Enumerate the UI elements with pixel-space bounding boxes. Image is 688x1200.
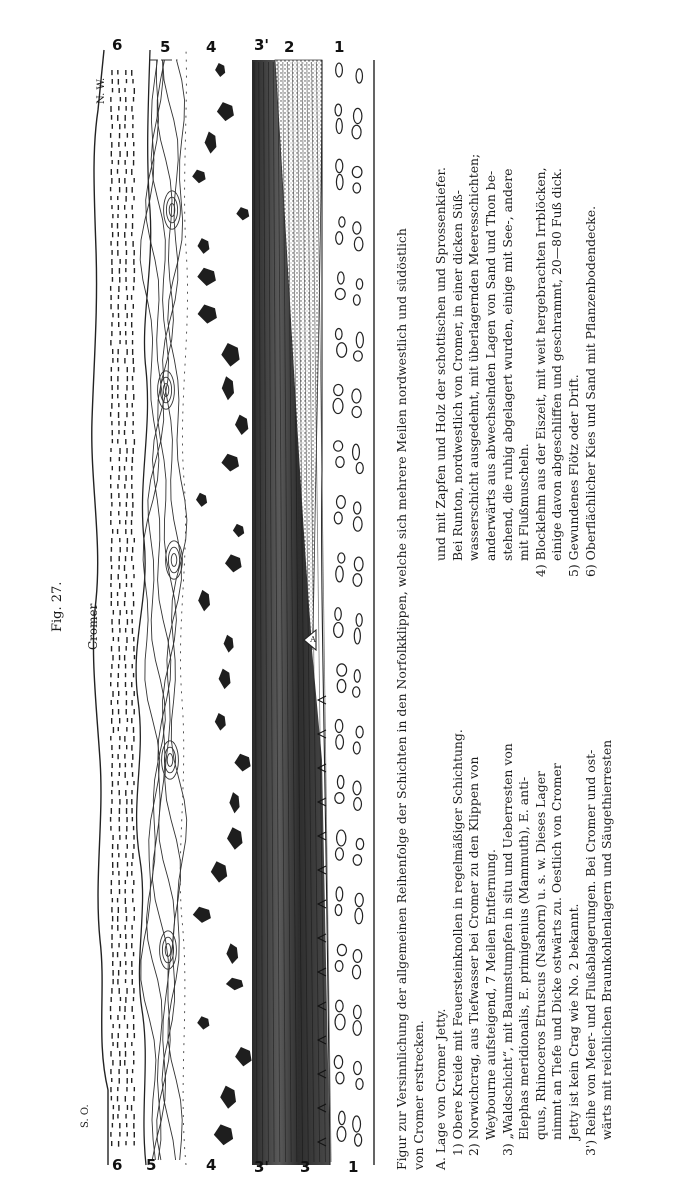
top-layer-number-3prime: 3' (254, 36, 270, 54)
flint-nodule (337, 776, 343, 789)
bottom-layer-number-5: 5 (146, 1156, 157, 1174)
flint-nodule (334, 623, 343, 638)
top-layer-number-4: 4 (206, 38, 217, 56)
flint-nodule (352, 125, 361, 139)
flint-nodule (353, 183, 361, 193)
top-layer-number-6: 6 (112, 36, 123, 54)
flint-nodule (335, 905, 342, 916)
direction-nw-label: N. W. (96, 77, 107, 104)
flint-nodule (356, 1079, 363, 1090)
boulder (211, 861, 227, 882)
boulder (235, 415, 248, 435)
flint-nodule (337, 664, 347, 676)
bottom-layer-number-6: 6 (112, 1156, 123, 1174)
caption-line: 3) „Waldschicht“, mit Baumstumpfen in situ und Ueberresten von (499, 743, 515, 1156)
flint-nodule (356, 726, 363, 738)
flint-nodule (334, 512, 342, 524)
boulder (198, 238, 210, 254)
figure-title: Fig. 27. (50, 581, 65, 632)
caption-line: Elephas meridionalis, E. primigenius (Mammuth), E. anti- (516, 776, 532, 1140)
layer-6-gravel (111, 70, 135, 1147)
caption-line: 2) Norwichcrag, aus Tiefwasser bei Cromer zu den Klippen von (466, 756, 482, 1156)
drift-swirl (168, 547, 179, 573)
flint-nodule (354, 502, 361, 514)
caption-line: 5) Gewundenes Flötz oder Drift. (565, 374, 581, 577)
caption-line: A. Lage von Cromer Jetty. (433, 1008, 449, 1170)
boulder (215, 713, 226, 731)
flint-nodule (336, 1072, 344, 1084)
bottom-layer-number-4: 4 (206, 1156, 217, 1174)
flint-nodule (353, 517, 362, 531)
cromer-label: Cromer (86, 603, 100, 650)
flint-nodule (335, 848, 343, 860)
flint-nodule (356, 69, 362, 83)
flint-nodule (353, 295, 360, 305)
flint-nodule (337, 1127, 346, 1142)
flint-nodule (339, 1111, 345, 1125)
caption-line: Weybourne aufsteigend, 7 Meilen Entfernung. (482, 849, 498, 1140)
flint-nodule (354, 237, 363, 251)
caption-line: einige davon abgeschliffen und geschrammt, 20—80 Fuß dick. (549, 168, 565, 561)
flint-nodule (354, 1061, 362, 1074)
flint-nodule (335, 719, 342, 732)
caption-line: 6) Oberflächlicher Kies und Sand mit Pflanzenbodendecke. (582, 205, 598, 577)
drift-swirl (171, 554, 177, 567)
caption-line: Bei Runton, nordwestlich von Cromer, in einer dicken Süß- (449, 190, 465, 561)
caption-line: quus, Rhinoceros Etruscus (Nashorn) u. s. w. Dieses Lager (532, 771, 548, 1140)
flint-nodule (354, 628, 360, 644)
top-layer-number-2: 2 (284, 38, 295, 56)
flint-nodule (336, 735, 344, 749)
flint-nodule (353, 742, 360, 754)
drift-swirl (165, 944, 171, 957)
flint-nodule (353, 574, 362, 587)
caption-line: Jetty ist kein Crag wie No. 2 bekannt. (565, 903, 581, 1140)
boulder (215, 63, 225, 77)
flint-nodule (333, 398, 343, 413)
boulder (234, 754, 250, 772)
caption-line: 1) Obere Kreide mit Feuersteinknollen in regelmäßiger Schichtung. (449, 729, 465, 1156)
caption-line: 3') Reihe von Meer- und Flußablagerungen. Bei Cromer und ost- (582, 749, 598, 1156)
boulder (214, 1124, 233, 1145)
drift-swirl (167, 754, 173, 767)
caption-intro-line: von Cromer erstrecken. (410, 1020, 426, 1170)
flint-nodule (336, 174, 343, 189)
caption-intro (394, 40, 427, 1170)
drift-contour (146, 60, 166, 1160)
boulder (226, 978, 243, 991)
flint-nodule (336, 887, 343, 901)
layer-4-top-boundary (180, 50, 187, 1165)
marker-A-label: A (310, 635, 316, 644)
top-layer-number-1: 1 (334, 38, 345, 56)
boulder (198, 305, 217, 324)
flint-nodule (353, 687, 360, 697)
flint-nodule (355, 1134, 362, 1146)
boulder (235, 1047, 252, 1066)
boulder (217, 102, 234, 121)
flint-nodule (352, 406, 361, 417)
caption-right-column (433, 40, 616, 591)
boulder (205, 132, 217, 154)
flint-nodule (354, 798, 362, 811)
flint-nodule (354, 557, 363, 571)
layer-5-top-boundary (136, 50, 151, 1165)
drift-contour (140, 60, 160, 1160)
flint-nodule (353, 108, 361, 123)
flint-nodule (356, 332, 363, 348)
flint-nodule (354, 1005, 362, 1018)
layer-5-contorted-drift (140, 60, 187, 1160)
flint-nodule (356, 614, 362, 627)
figure-caption (394, 40, 654, 1170)
flint-nodule (352, 166, 362, 177)
flint-nodule (335, 961, 343, 972)
bottom-layer-number-1: 1 (348, 1158, 359, 1176)
flint-nodule (337, 830, 346, 846)
caption-line: und mit Zapfen und Holz der schottischen und Sprossenkiefer. (433, 167, 449, 561)
flint-nodule (354, 670, 360, 683)
layer-1-chalk-flints (333, 63, 364, 1146)
flint-nodule (335, 1014, 345, 1030)
boulder (236, 207, 249, 220)
boulder (220, 1086, 236, 1109)
top-layer-number-5: 5 (160, 38, 171, 56)
flint-nodule (352, 965, 360, 978)
flint-nodule (338, 272, 344, 284)
flint-nodule (353, 444, 360, 459)
flint-nodule (335, 608, 341, 621)
flint-nodule (353, 222, 361, 234)
flint-nodule (356, 279, 362, 289)
flint-nodule (352, 389, 361, 403)
flint-nodule (339, 217, 345, 227)
boulder (229, 792, 239, 813)
caption-intro-line: Figur zur Versinnlichung der allgemeinen Reihenfolge der Schichten in den Norfolkklippen, welche sich mehrere Meilen nordwestlich und südöstlich (394, 228, 409, 1170)
flint-nodule (338, 553, 345, 563)
caption-left-column (433, 619, 616, 1170)
flint-nodule (336, 119, 342, 134)
flint-nodule (335, 289, 345, 300)
flint-nodule (335, 328, 342, 339)
flint-nodule (356, 839, 363, 850)
flint-nodule (353, 950, 362, 963)
flint-nodule (355, 893, 363, 906)
flint-nodule (336, 457, 344, 468)
flint-nodule (355, 908, 363, 923)
caption-line: wasserschicht ausgedehnt, mit überlagernden Meeresschichten; (466, 153, 482, 561)
bottom-layer-number-3prime: 3' (254, 1158, 270, 1176)
flint-nodule (334, 441, 343, 451)
flint-nodule (353, 1021, 361, 1036)
boulder (197, 268, 216, 286)
caption-line: 4) Blocklehm aus der Eiszeit, mit weit hergebrachten Irrblöcken, (532, 167, 548, 577)
flint-nodule (337, 496, 346, 509)
boulder (221, 343, 239, 367)
caption-line: anderwärts aus abwechselnden Lagen von Sand und Thon be- (482, 170, 498, 561)
boulder (219, 669, 231, 690)
boulder (226, 943, 238, 964)
boulder (225, 554, 242, 572)
flint-nodule (334, 384, 343, 395)
boulder (192, 170, 205, 184)
flint-nodule (336, 63, 343, 77)
flint-nodule (353, 781, 361, 795)
flint-nodule (337, 679, 346, 692)
flint-nodule (353, 1116, 361, 1132)
boulder (227, 827, 243, 850)
flint-nodule (337, 343, 347, 357)
flint-nodule (356, 462, 363, 473)
caption-line: nimmt an Tiefe und Dicke ostwärts zu. Oestlich von Cromer (549, 763, 565, 1140)
layer-4-boulder-clay (192, 63, 251, 1145)
boulder (221, 454, 239, 472)
flint-nodule (336, 566, 343, 582)
flint-nodule (336, 232, 343, 245)
flint-nodule (335, 793, 344, 804)
flint-nodule (334, 1056, 342, 1069)
flint-nodule (336, 159, 343, 172)
flint-nodule (335, 104, 341, 116)
boulder (193, 907, 211, 923)
flint-nodule (337, 944, 346, 955)
boulder (198, 590, 210, 612)
caption-line: mit Flußmuscheln. (516, 443, 532, 561)
flint-nodule (336, 1000, 344, 1012)
bottom-layer-number-3: 3 (300, 1158, 311, 1176)
caption-line: wärts mit reichlichen Braunkohlenlagern und Säugethierresten (599, 739, 615, 1140)
boulder (197, 1016, 209, 1029)
direction-se-label: S. O. (80, 1104, 91, 1128)
boulder (224, 635, 234, 653)
boulder (222, 376, 234, 400)
caption-line: stehend, die ruhig abgelagert wurden, einige mit See-, andere (499, 168, 515, 561)
boulder (233, 524, 244, 537)
flint-nodule (353, 855, 361, 866)
boulder (196, 493, 207, 507)
flint-nodule (354, 351, 363, 361)
